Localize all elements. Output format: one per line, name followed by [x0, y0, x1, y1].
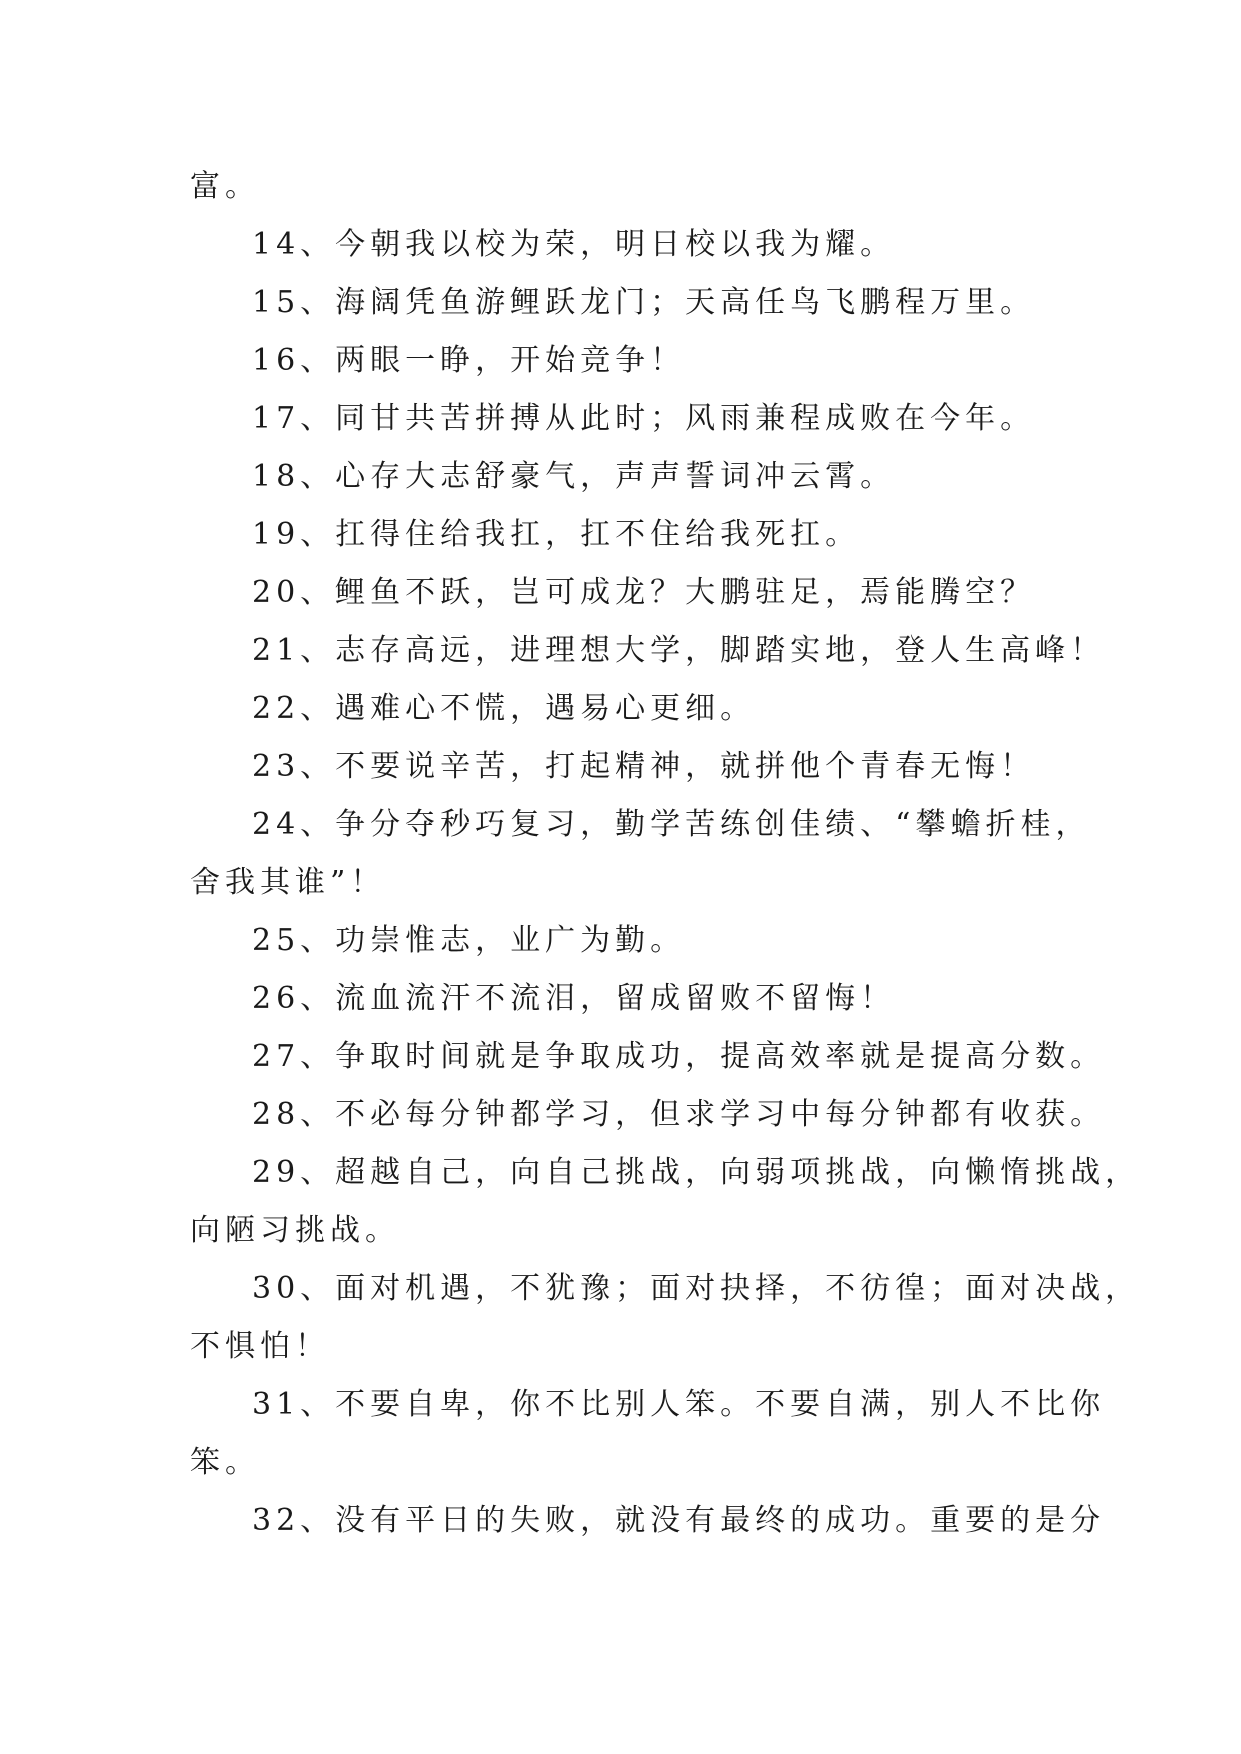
text-line: 32、没有平日的失败，就没有最终的成功。重要的是分 [252, 1503, 1106, 1538]
text-line: 舍我其谁”！ [190, 865, 386, 900]
text-line: 富。 [190, 169, 260, 204]
document-body [190, 158, 1141, 1550]
text-line: 15、海阔凭鱼游鲤跃龙门；天高任鸟飞鹏程万里。 [252, 285, 1036, 320]
text-line: 16、两眼一睁，开始竞争！ [252, 343, 686, 378]
text-line: 28、不必每分钟都学习，但求学习中每分钟都有收获。 [252, 1097, 1106, 1132]
text-line: 19、扛得住给我扛，扛不住给我死扛。 [252, 517, 861, 552]
text-line: 21、志存高远，进理想大学，脚踏实地，登人生高峰！ [252, 633, 1106, 668]
text-line: 23、不要说辛苦，打起精神，就拼他个青春无悔！ [252, 749, 1036, 784]
text-line: 笨。 [190, 1445, 260, 1480]
text-line: 17、同甘共苦拼搏从此时；风雨兼程成败在今年。 [252, 401, 1036, 436]
text-line: 24、争分夺秒巧复习，勤学苦练创佳绩、“攀蟾折桂， [252, 807, 1091, 842]
text-line: 30、面对机遇，不犹豫；面对抉择，不彷徨；面对决战， [252, 1271, 1141, 1306]
text-line: 20、鲤鱼不跃，岂可成龙？大鹏驻足，焉能腾空？ [252, 575, 1036, 610]
text-line: 29、超越自己，向自己挑战，向弱项挑战，向懒惰挑战， [252, 1155, 1141, 1190]
text-line: 14、今朝我以校为荣，明日校以我为耀。 [252, 227, 896, 262]
text-line: 不惧怕！ [190, 1329, 330, 1364]
text-line: 向陋习挑战。 [190, 1213, 400, 1248]
text-line: 26、流血流汗不流泪，留成留败不留悔！ [252, 981, 896, 1016]
text-line: 18、心存大志舒豪气，声声誓词冲云霄。 [252, 459, 896, 494]
text-line: 31、不要自卑，你不比别人笨。不要自满，别人不比你 [252, 1387, 1106, 1422]
text-line: 27、争取时间就是争取成功，提高效率就是提高分数。 [252, 1039, 1106, 1074]
text-line: 22、遇难心不慌，遇易心更细。 [252, 691, 756, 726]
text-line: 25、功崇惟志，业广为勤。 [252, 923, 686, 958]
